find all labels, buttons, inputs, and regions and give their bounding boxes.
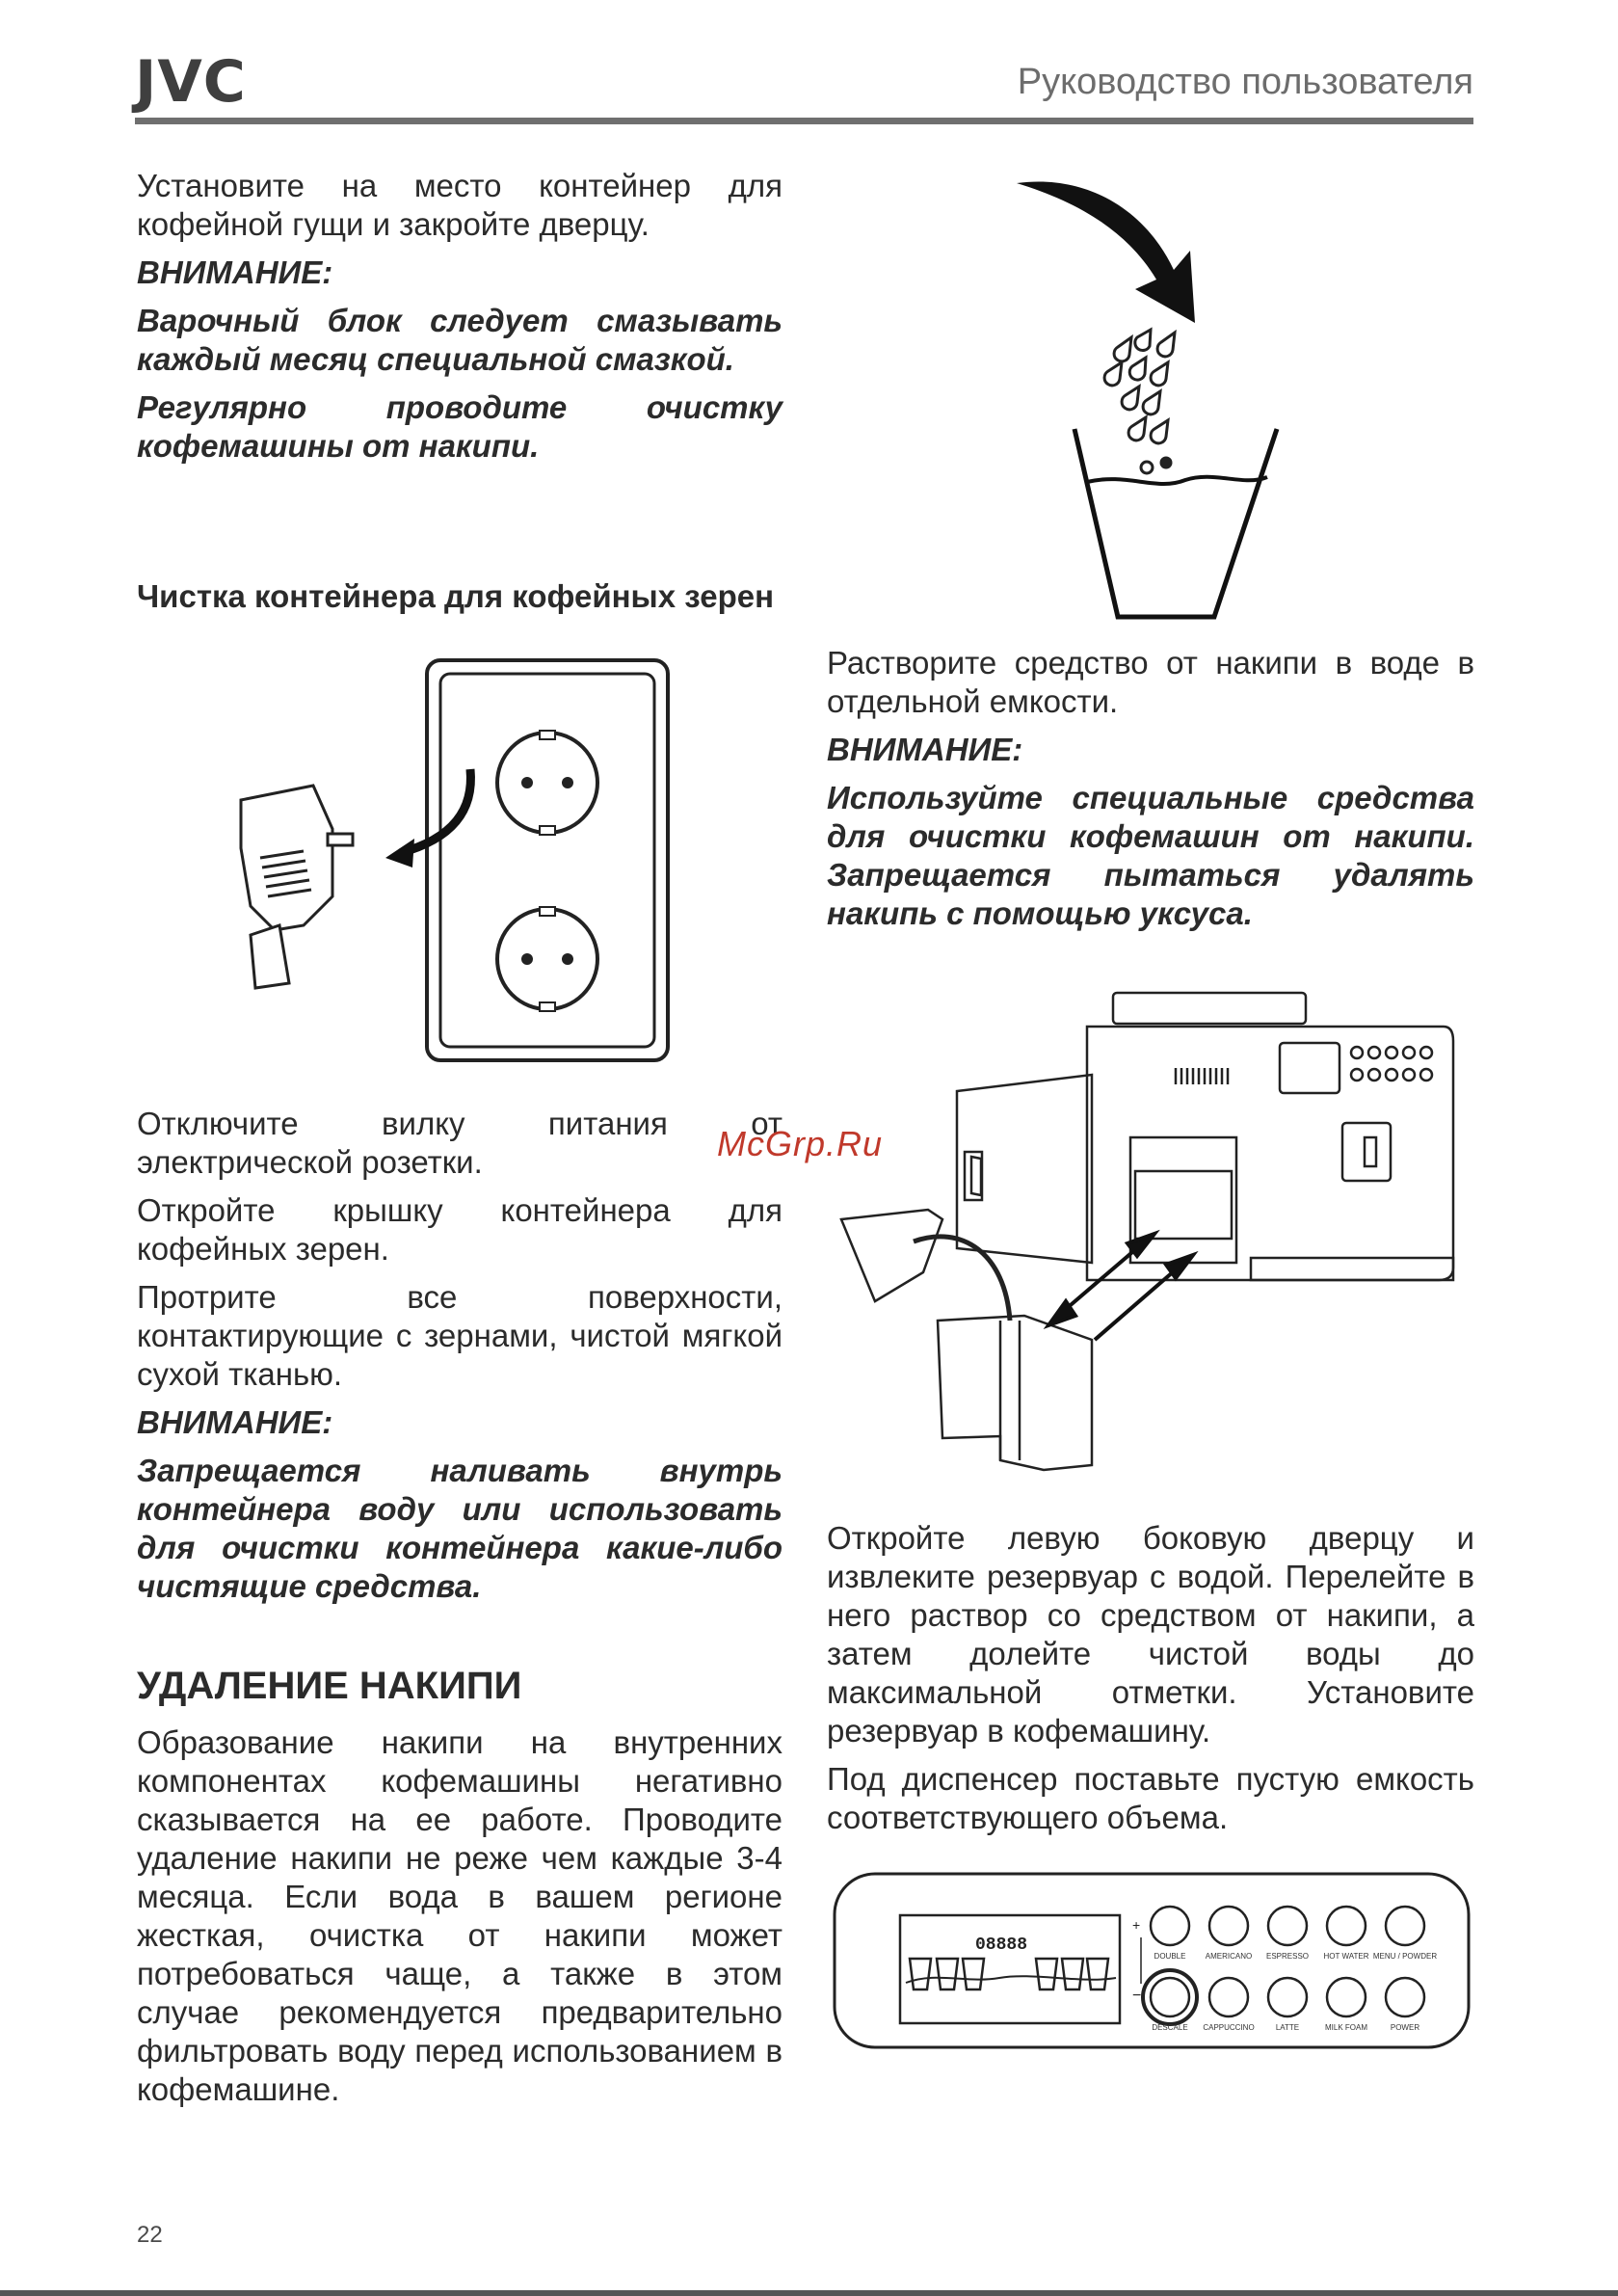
watermark: McGrp.Ru bbox=[717, 1124, 884, 1163]
panel-bottom-labels bbox=[1152, 2023, 1419, 2032]
machine-buttons bbox=[1351, 1047, 1432, 1081]
machine-top-tray bbox=[1113, 993, 1306, 1024]
warning-lubricate: Варочный блок следует смазывать каждый месяц специальной смазкой. bbox=[137, 303, 782, 377]
pour-arrow bbox=[1017, 181, 1195, 323]
panel-top-labels bbox=[1154, 1952, 1438, 1961]
warning-no-water: Запрещается наливать внутрь контейнера воду или использовать для очистки контейнера какие-либо чистящие средства. bbox=[137, 1453, 782, 1604]
button-label-double: DOUBLE bbox=[1154, 1952, 1186, 1961]
beans-heading: Чистка контейнера для кофейных зерен bbox=[137, 578, 775, 614]
panel-display bbox=[900, 1915, 1120, 2023]
socket-upper bbox=[497, 731, 597, 835]
wipe-text: Протрите все поверхности, контактирующие с зернами, чистой мягкой сухой тканью. bbox=[137, 1279, 782, 1392]
unplug-arrow bbox=[400, 769, 470, 853]
machine-display bbox=[1280, 1043, 1339, 1093]
dissolve-text: Растворите средство от накипи в воде в отдельной емкости. bbox=[827, 645, 1474, 719]
attention-label: ВНИМАНИЕ: bbox=[137, 254, 333, 290]
panel-top-buttons bbox=[1151, 1907, 1424, 1945]
remove-insert-arrows bbox=[1048, 1234, 1193, 1340]
button-label-latte: LATTE bbox=[1275, 2023, 1300, 2032]
minus-sign: − bbox=[1132, 1988, 1142, 2004]
machine-vent-lines bbox=[1176, 1068, 1228, 1084]
footer-bar bbox=[0, 2290, 1618, 2296]
descaler-drops bbox=[1104, 330, 1175, 473]
side-door bbox=[957, 1075, 1092, 1263]
left-top-block bbox=[137, 167, 782, 466]
container-instructions: Под диспенсер поставьте пустую емкость соответствующего объема. bbox=[827, 1761, 1474, 1835]
button-label-espresso: ESPRESSO bbox=[1265, 1952, 1310, 1961]
panel-bottom-buttons bbox=[1143, 1970, 1424, 2024]
water-cup bbox=[1074, 429, 1277, 617]
socket-outer-frame bbox=[427, 660, 668, 1060]
dispenser-head bbox=[1342, 1123, 1391, 1181]
button-label-cappuccino: CAPPUCCINO bbox=[1203, 2023, 1255, 2032]
button-label-menu-powder: MENU / POWDER bbox=[1372, 1952, 1438, 1961]
warning-descale: Регулярно проводите очистку кофемашины от накипи. bbox=[137, 389, 782, 464]
brand-logo: JVC bbox=[135, 48, 247, 116]
panel-display-digits: 08888 bbox=[975, 1936, 1028, 1955]
descaler-pouring-illustration bbox=[1012, 174, 1301, 627]
drip-tray bbox=[1251, 1258, 1453, 1280]
left-middle-block bbox=[137, 1105, 782, 1606]
socket-plug-illustration bbox=[222, 655, 684, 1070]
control-panel-illustration bbox=[831, 1870, 1472, 2055]
button-label-americano: AMERICANO bbox=[1205, 1952, 1253, 1961]
page-number: 22 bbox=[137, 2222, 163, 2248]
warning-no-vinegar: Используйте специальные средства для очистки кофемашин от накипи. Запрещается пытаться удалять накипь с помощью уксуса. bbox=[827, 780, 1474, 931]
tank-instructions: Откройте левую боковую дверцу и извлеките резервуар с водой. Перелейте в него раствор со средством от накипи, а затем долейте чистой воды до максимальной отметки. Установите резервуар в кофемашину. bbox=[827, 1520, 1474, 1749]
coffee-machine-tank-illustration bbox=[836, 983, 1463, 1484]
header-title: Руководство пользователя bbox=[1017, 62, 1473, 102]
descale-paragraph: Образование накипи на внутренних компонентах кофемашины негативно сказывается на ее работе. Проводите удаление накипи не реже чем каждые 3-4 месяца. Если вода в вашем регионе жесткая, очистка от накипи может потребоваться чаще, а также в этом случае рекомендуется предварительно фильтровать воду перед использованием в кофемашине. bbox=[137, 1724, 782, 2107]
plus-sign: + bbox=[1132, 1917, 1141, 1933]
water-tank bbox=[938, 1316, 1092, 1470]
button-label-descale: DESCALE bbox=[1152, 2023, 1188, 2032]
intro-text: Установите на место контейнер для кофейной гущи и закройте дверцу. bbox=[137, 168, 782, 242]
right-top-block bbox=[827, 644, 1474, 933]
open-lid-text: Откройте крышку контейнера для кофейных зерен. bbox=[137, 1192, 782, 1267]
plug-icon bbox=[241, 786, 353, 988]
socket-lower bbox=[497, 907, 597, 1011]
display-cup-icons bbox=[910, 1959, 1108, 1989]
bean-lid bbox=[841, 1210, 942, 1301]
header-divider bbox=[135, 118, 1473, 124]
attention-label-3: ВНИМАНИЕ: bbox=[827, 732, 1023, 767]
right-bottom-block bbox=[827, 1519, 1474, 1837]
button-label-milk-foam: MILK FOAM bbox=[1324, 2023, 1368, 2032]
attention-label-2: ВНИМАНИЕ: bbox=[137, 1404, 333, 1440]
button-label-power: POWER bbox=[1390, 2023, 1420, 2032]
unplug-text: Отключите вилку питания от электрической розетки. bbox=[137, 1106, 782, 1180]
button-label-hot-water: HOT WATER bbox=[1323, 1952, 1369, 1961]
descale-section-title: УДАЛЕНИЕ НАКИПИ bbox=[137, 1665, 522, 1707]
